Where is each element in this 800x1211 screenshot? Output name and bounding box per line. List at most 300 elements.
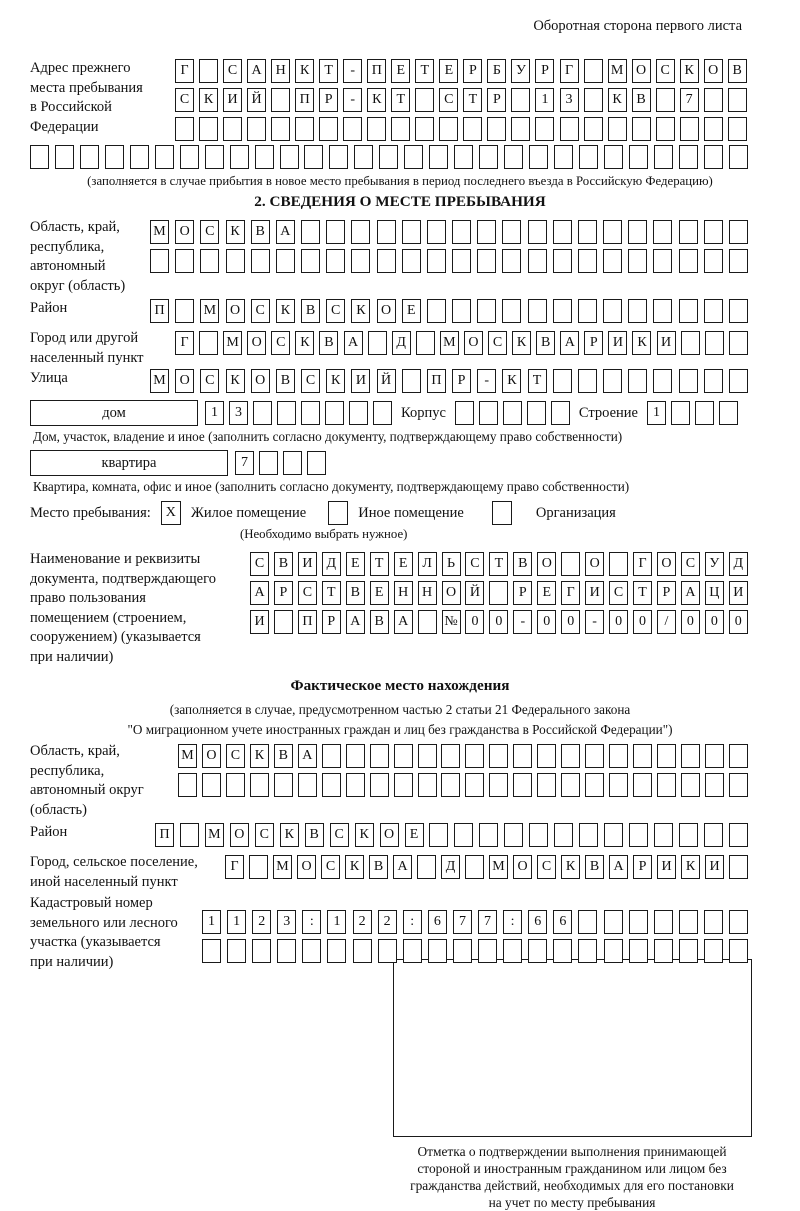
- char-cell[interactable]: [175, 117, 194, 141]
- char-cell[interactable]: О: [513, 855, 532, 879]
- char-cell[interactable]: [301, 249, 320, 273]
- char-cell[interactable]: С: [537, 855, 556, 879]
- char-cell[interactable]: [427, 220, 446, 244]
- char-cell[interactable]: О: [230, 823, 249, 847]
- char-cell[interactable]: [695, 401, 714, 425]
- raion1-row[interactable]: [150, 299, 748, 323]
- char-cell[interactable]: [322, 773, 341, 797]
- char-cell[interactable]: [271, 88, 290, 112]
- char-cell[interactable]: К: [367, 88, 386, 112]
- char-cell[interactable]: О: [537, 552, 556, 576]
- char-cell[interactable]: Е: [402, 299, 421, 323]
- char-cell[interactable]: [679, 369, 698, 393]
- char-cell[interactable]: [349, 401, 368, 425]
- char-cell[interactable]: [704, 823, 723, 847]
- char-cell[interactable]: М: [608, 59, 627, 83]
- char-cell[interactable]: [455, 401, 474, 425]
- char-cell[interactable]: Т: [489, 552, 508, 576]
- char-cell[interactable]: Г: [561, 581, 580, 605]
- char-cell[interactable]: [477, 220, 496, 244]
- char-cell[interactable]: П: [150, 299, 169, 323]
- char-cell[interactable]: И: [657, 855, 676, 879]
- char-cell[interactable]: [479, 823, 498, 847]
- char-cell[interactable]: Ь: [442, 552, 461, 576]
- char-cell[interactable]: 3: [277, 910, 296, 934]
- char-cell[interactable]: Г: [175, 59, 194, 83]
- char-cell[interactable]: П: [295, 88, 314, 112]
- char-cell[interactable]: [329, 145, 348, 169]
- char-cell[interactable]: [579, 145, 598, 169]
- char-cell[interactable]: [327, 939, 346, 963]
- char-cell[interactable]: 0: [537, 610, 556, 634]
- char-cell[interactable]: [454, 823, 473, 847]
- char-cell[interactable]: [679, 145, 698, 169]
- char-cell[interactable]: 7: [680, 88, 699, 112]
- char-cell[interactable]: [554, 145, 573, 169]
- char-cell[interactable]: [527, 401, 546, 425]
- char-cell[interactable]: [255, 145, 274, 169]
- char-cell[interactable]: [729, 823, 748, 847]
- char-cell[interactable]: 2: [252, 910, 271, 934]
- char-cell[interactable]: О: [657, 552, 676, 576]
- char-cell[interactable]: П: [155, 823, 174, 847]
- char-cell[interactable]: 1: [327, 910, 346, 934]
- char-cell[interactable]: Й: [465, 581, 484, 605]
- char-cell[interactable]: [391, 117, 410, 141]
- char-cell[interactable]: Е: [394, 552, 413, 576]
- char-cell[interactable]: [463, 117, 482, 141]
- char-cell[interactable]: В: [276, 369, 295, 393]
- char-cell[interactable]: Р: [322, 610, 341, 634]
- char-cell[interactable]: Р: [452, 369, 471, 393]
- char-cell[interactable]: Д: [322, 552, 341, 576]
- char-cell[interactable]: [180, 823, 199, 847]
- char-cell[interactable]: С: [439, 88, 458, 112]
- char-cell[interactable]: [280, 145, 299, 169]
- char-cell[interactable]: [680, 117, 699, 141]
- char-cell[interactable]: К: [226, 369, 245, 393]
- char-cell[interactable]: К: [250, 744, 269, 768]
- char-cell[interactable]: [704, 910, 723, 934]
- char-cell[interactable]: [199, 331, 218, 355]
- char-cell[interactable]: [489, 581, 508, 605]
- char-cell[interactable]: [180, 145, 199, 169]
- char-cell[interactable]: Е: [439, 59, 458, 83]
- char-cell[interactable]: Т: [391, 88, 410, 112]
- prev-address-row-1[interactable]: [175, 59, 747, 83]
- char-cell[interactable]: [503, 401, 522, 425]
- char-cell[interactable]: [537, 773, 556, 797]
- char-cell[interactable]: [653, 299, 672, 323]
- char-cell[interactable]: [368, 331, 387, 355]
- char-cell[interactable]: К: [680, 59, 699, 83]
- char-cell[interactable]: У: [511, 59, 530, 83]
- char-cell[interactable]: А: [393, 855, 412, 879]
- char-cell[interactable]: А: [346, 610, 365, 634]
- char-cell[interactable]: -: [343, 88, 362, 112]
- char-cell[interactable]: [628, 220, 647, 244]
- char-cell[interactable]: М: [150, 369, 169, 393]
- char-cell[interactable]: [354, 145, 373, 169]
- char-cell[interactable]: 0: [561, 610, 580, 634]
- char-cell[interactable]: В: [536, 331, 555, 355]
- char-cell[interactable]: [671, 401, 690, 425]
- char-cell[interactable]: [657, 773, 676, 797]
- char-cell[interactable]: [105, 145, 124, 169]
- char-cell[interactable]: [477, 299, 496, 323]
- char-cell[interactable]: О: [704, 59, 723, 83]
- char-cell[interactable]: [226, 773, 245, 797]
- char-cell[interactable]: [227, 939, 246, 963]
- char-cell[interactable]: [325, 401, 344, 425]
- char-cell[interactable]: С: [200, 369, 219, 393]
- char-cell[interactable]: 2: [378, 910, 397, 934]
- char-cell[interactable]: Д: [729, 552, 748, 576]
- char-cell[interactable]: [353, 939, 372, 963]
- char-cell[interactable]: Д: [441, 855, 460, 879]
- char-cell[interactable]: [585, 773, 604, 797]
- char-cell[interactable]: [370, 744, 389, 768]
- char-cell[interactable]: [276, 249, 295, 273]
- korpus-cells[interactable]: [455, 401, 570, 425]
- char-cell[interactable]: [319, 117, 338, 141]
- char-cell[interactable]: С: [330, 823, 349, 847]
- char-cell[interactable]: 1: [535, 88, 554, 112]
- char-cell[interactable]: [351, 220, 370, 244]
- char-cell[interactable]: [553, 249, 572, 273]
- char-cell[interactable]: [343, 117, 362, 141]
- char-cell[interactable]: И: [223, 88, 242, 112]
- char-cell[interactable]: [295, 117, 314, 141]
- char-cell[interactable]: [274, 773, 293, 797]
- char-cell[interactable]: О: [632, 59, 651, 83]
- char-cell[interactable]: [351, 249, 370, 273]
- char-cell[interactable]: Т: [528, 369, 547, 393]
- char-cell[interactable]: [178, 773, 197, 797]
- char-cell[interactable]: [528, 299, 547, 323]
- char-cell[interactable]: В: [301, 299, 320, 323]
- checkbox-zhiloe[interactable]: X: [161, 501, 181, 525]
- char-cell[interactable]: [453, 939, 472, 963]
- char-cell[interactable]: [608, 117, 627, 141]
- char-cell[interactable]: [251, 249, 270, 273]
- char-cell[interactable]: [578, 369, 597, 393]
- char-cell[interactable]: :: [403, 910, 422, 934]
- char-cell[interactable]: [202, 773, 221, 797]
- char-cell[interactable]: С: [609, 581, 628, 605]
- char-cell[interactable]: [704, 88, 723, 112]
- char-cell[interactable]: [553, 939, 572, 963]
- char-cell[interactable]: С: [488, 331, 507, 355]
- char-cell[interactable]: В: [369, 855, 388, 879]
- char-cell[interactable]: И: [585, 581, 604, 605]
- char-cell[interactable]: [729, 299, 748, 323]
- char-cell[interactable]: [609, 552, 628, 576]
- gorod1-row[interactable]: [175, 331, 748, 355]
- char-cell[interactable]: 0: [609, 610, 628, 634]
- char-cell[interactable]: 1: [205, 401, 224, 425]
- char-cell[interactable]: К: [632, 331, 651, 355]
- char-cell[interactable]: В: [346, 581, 365, 605]
- char-cell[interactable]: [728, 88, 747, 112]
- char-cell[interactable]: 1: [202, 910, 221, 934]
- char-cell[interactable]: [628, 369, 647, 393]
- char-cell[interactable]: [704, 220, 723, 244]
- char-cell[interactable]: [511, 117, 530, 141]
- char-cell[interactable]: 6: [428, 910, 447, 934]
- char-cell[interactable]: [427, 299, 446, 323]
- char-cell[interactable]: С: [656, 59, 675, 83]
- char-cell[interactable]: [679, 249, 698, 273]
- char-cell[interactable]: И: [657, 331, 676, 355]
- char-cell[interactable]: Р: [535, 59, 554, 83]
- char-cell[interactable]: М: [178, 744, 197, 768]
- char-cell[interactable]: [633, 744, 652, 768]
- char-cell[interactable]: [529, 145, 548, 169]
- kadastr-row-2[interactable]: [202, 939, 748, 963]
- char-cell[interactable]: [377, 220, 396, 244]
- char-cell[interactable]: [502, 299, 521, 323]
- char-cell[interactable]: [477, 249, 496, 273]
- char-cell[interactable]: В: [370, 610, 389, 634]
- char-cell[interactable]: [418, 773, 437, 797]
- char-cell[interactable]: К: [199, 88, 218, 112]
- char-cell[interactable]: А: [609, 855, 628, 879]
- char-cell[interactable]: О: [175, 220, 194, 244]
- char-cell[interactable]: [561, 552, 580, 576]
- char-cell[interactable]: [728, 117, 747, 141]
- char-cell[interactable]: [253, 401, 272, 425]
- prev-address-row-2[interactable]: [175, 88, 747, 112]
- char-cell[interactable]: [578, 939, 597, 963]
- char-cell[interactable]: В: [251, 220, 270, 244]
- char-cell[interactable]: [704, 145, 723, 169]
- char-cell[interactable]: 7: [235, 451, 254, 475]
- kvartira-cells[interactable]: [235, 451, 326, 475]
- char-cell[interactable]: [301, 401, 320, 425]
- char-cell[interactable]: И: [705, 855, 724, 879]
- char-cell[interactable]: Р: [463, 59, 482, 83]
- char-cell[interactable]: [585, 744, 604, 768]
- char-cell[interactable]: [200, 249, 219, 273]
- char-cell[interactable]: [528, 249, 547, 273]
- char-cell[interactable]: -: [343, 59, 362, 83]
- char-cell[interactable]: [441, 744, 460, 768]
- char-cell[interactable]: [604, 939, 623, 963]
- char-cell[interactable]: И: [298, 552, 317, 576]
- char-cell[interactable]: Г: [633, 552, 652, 576]
- char-cell[interactable]: [489, 773, 508, 797]
- char-cell[interactable]: [307, 451, 326, 475]
- char-cell[interactable]: Е: [346, 552, 365, 576]
- char-cell[interactable]: [604, 910, 623, 934]
- char-cell[interactable]: Р: [319, 88, 338, 112]
- oblast2-row-2[interactable]: [178, 773, 748, 797]
- char-cell[interactable]: М: [440, 331, 459, 355]
- char-cell[interactable]: 0: [705, 610, 724, 634]
- char-cell[interactable]: О: [175, 369, 194, 393]
- char-cell[interactable]: [529, 823, 548, 847]
- char-cell[interactable]: [553, 369, 572, 393]
- char-cell[interactable]: С: [175, 88, 194, 112]
- char-cell[interactable]: [465, 773, 484, 797]
- char-cell[interactable]: А: [247, 59, 266, 83]
- char-cell[interactable]: [503, 939, 522, 963]
- char-cell[interactable]: Е: [370, 581, 389, 605]
- char-cell[interactable]: №: [442, 610, 461, 634]
- char-cell[interactable]: С: [301, 369, 320, 393]
- char-cell[interactable]: -: [477, 369, 496, 393]
- char-cell[interactable]: :: [503, 910, 522, 934]
- char-cell[interactable]: К: [280, 823, 299, 847]
- char-cell[interactable]: В: [274, 552, 293, 576]
- char-cell[interactable]: [511, 88, 530, 112]
- char-cell[interactable]: С: [250, 552, 269, 576]
- char-cell[interactable]: Н: [394, 581, 413, 605]
- ulitsa-row[interactable]: [150, 369, 748, 393]
- char-cell[interactable]: [528, 220, 547, 244]
- char-cell[interactable]: С: [226, 744, 245, 768]
- char-cell[interactable]: [199, 59, 218, 83]
- char-cell[interactable]: [205, 145, 224, 169]
- prev-address-row-3[interactable]: [175, 117, 747, 141]
- char-cell[interactable]: [704, 249, 723, 273]
- char-cell[interactable]: Т: [415, 59, 434, 83]
- char-cell[interactable]: Д: [392, 331, 411, 355]
- char-cell[interactable]: К: [512, 331, 531, 355]
- char-cell[interactable]: У: [705, 552, 724, 576]
- char-cell[interactable]: [416, 331, 435, 355]
- char-cell[interactable]: [30, 145, 49, 169]
- char-cell[interactable]: [584, 117, 603, 141]
- char-cell[interactable]: [628, 249, 647, 273]
- char-cell[interactable]: [274, 610, 293, 634]
- char-cell[interactable]: О: [585, 552, 604, 576]
- char-cell[interactable]: [322, 744, 341, 768]
- char-cell[interactable]: [415, 117, 434, 141]
- char-cell[interactable]: [603, 369, 622, 393]
- char-cell[interactable]: К: [345, 855, 364, 879]
- stroenie-cells[interactable]: [647, 401, 738, 425]
- char-cell[interactable]: С: [200, 220, 219, 244]
- char-cell[interactable]: [705, 773, 724, 797]
- char-cell[interactable]: [252, 939, 271, 963]
- char-cell[interactable]: А: [681, 581, 700, 605]
- document-row-1[interactable]: [250, 552, 748, 576]
- char-cell[interactable]: [271, 117, 290, 141]
- char-cell[interactable]: [705, 331, 724, 355]
- char-cell[interactable]: И: [351, 369, 370, 393]
- char-cell[interactable]: [704, 117, 723, 141]
- char-cell[interactable]: [729, 773, 748, 797]
- char-cell[interactable]: [175, 299, 194, 323]
- char-cell[interactable]: Р: [657, 581, 676, 605]
- char-cell[interactable]: Е: [537, 581, 556, 605]
- char-cell[interactable]: Ц: [705, 581, 724, 605]
- char-cell[interactable]: [415, 88, 434, 112]
- oblast1-row-1[interactable]: [150, 220, 748, 244]
- char-cell[interactable]: [560, 117, 579, 141]
- char-cell[interactable]: [584, 88, 603, 112]
- char-cell[interactable]: [609, 744, 628, 768]
- char-cell[interactable]: В: [513, 552, 532, 576]
- char-cell[interactable]: [679, 220, 698, 244]
- char-cell[interactable]: [175, 249, 194, 273]
- char-cell[interactable]: Р: [513, 581, 532, 605]
- char-cell[interactable]: М: [205, 823, 224, 847]
- char-cell[interactable]: В: [585, 855, 604, 879]
- char-cell[interactable]: Т: [633, 581, 652, 605]
- char-cell[interactable]: /: [657, 610, 676, 634]
- char-cell[interactable]: [679, 939, 698, 963]
- char-cell[interactable]: К: [276, 299, 295, 323]
- char-cell[interactable]: [729, 744, 748, 768]
- char-cell[interactable]: [578, 299, 597, 323]
- char-cell[interactable]: [202, 939, 221, 963]
- char-cell[interactable]: К: [226, 220, 245, 244]
- char-cell[interactable]: [513, 773, 532, 797]
- char-cell[interactable]: -: [585, 610, 604, 634]
- char-cell[interactable]: [367, 117, 386, 141]
- char-cell[interactable]: [55, 145, 74, 169]
- char-cell[interactable]: [402, 369, 421, 393]
- char-cell[interactable]: С: [465, 552, 484, 576]
- char-cell[interactable]: [681, 331, 700, 355]
- kadastr-row-1[interactable]: [202, 910, 748, 934]
- char-cell[interactable]: Н: [418, 581, 437, 605]
- char-cell[interactable]: К: [681, 855, 700, 879]
- char-cell[interactable]: [729, 369, 748, 393]
- char-cell[interactable]: П: [298, 610, 317, 634]
- char-cell[interactable]: [489, 744, 508, 768]
- raion2-row[interactable]: [155, 823, 748, 847]
- document-row-2[interactable]: [250, 581, 748, 605]
- char-cell[interactable]: [553, 299, 572, 323]
- char-cell[interactable]: О: [226, 299, 245, 323]
- char-cell[interactable]: [679, 910, 698, 934]
- char-cell[interactable]: [454, 145, 473, 169]
- char-cell[interactable]: [502, 249, 521, 273]
- char-cell[interactable]: А: [344, 331, 363, 355]
- char-cell[interactable]: М: [150, 220, 169, 244]
- char-cell[interactable]: [679, 299, 698, 323]
- char-cell[interactable]: К: [608, 88, 627, 112]
- char-cell[interactable]: 0: [465, 610, 484, 634]
- char-cell[interactable]: [326, 220, 345, 244]
- char-cell[interactable]: К: [355, 823, 374, 847]
- char-cell[interactable]: 1: [647, 401, 666, 425]
- char-cell[interactable]: [729, 910, 748, 934]
- checkbox-organizatsiya[interactable]: [492, 501, 512, 525]
- char-cell[interactable]: [604, 145, 623, 169]
- char-cell[interactable]: Г: [225, 855, 244, 879]
- char-cell[interactable]: [704, 369, 723, 393]
- char-cell[interactable]: [428, 939, 447, 963]
- char-cell[interactable]: [465, 744, 484, 768]
- char-cell[interactable]: [418, 744, 437, 768]
- char-cell[interactable]: [452, 299, 471, 323]
- document-row-3[interactable]: [250, 610, 748, 634]
- char-cell[interactable]: А: [394, 610, 413, 634]
- char-cell[interactable]: [304, 145, 323, 169]
- char-cell[interactable]: [657, 744, 676, 768]
- char-cell[interactable]: [681, 744, 700, 768]
- char-cell[interactable]: [729, 855, 748, 879]
- char-cell[interactable]: [394, 744, 413, 768]
- char-cell[interactable]: [378, 939, 397, 963]
- char-cell[interactable]: Р: [584, 331, 603, 355]
- char-cell[interactable]: [402, 220, 421, 244]
